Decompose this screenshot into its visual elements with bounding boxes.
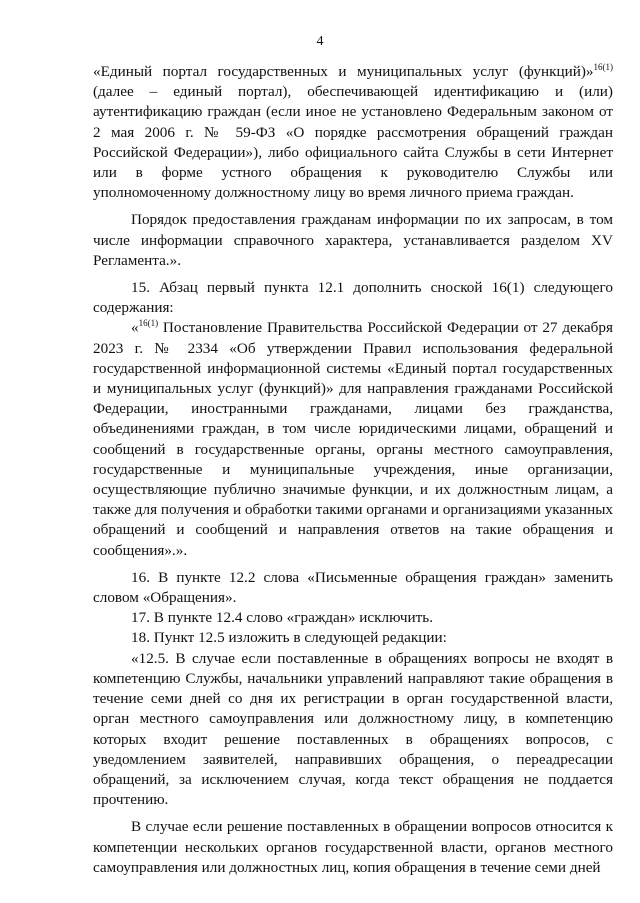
paragraph-portal-continuation [93, 62, 613, 203]
footnote-marker: 16(1) [138, 318, 159, 329]
paragraph-item-18: 18. Пункт 12.5 изложить в следующей редакции: [131, 629, 447, 647]
paragraph-text: « [131, 319, 139, 337]
paragraph-text: «Единый портал государственных и муниципальных услуг (функций)» [93, 63, 594, 80]
paragraph-item-17: 17. В пункте 12.4 слово «граждан» исключить. [131, 609, 434, 627]
paragraph-footnote-text [93, 318, 613, 560]
paragraph-info-procedure: Порядок предоставления гражданам информации по их запросам, в том числе информации справочного характера, устанавливается разделом XV Регламента.». [93, 211, 613, 269]
paragraph-text: (далее – единый портал), обеспечивающей идентификацию и (или) аутентификацию граждан (если иное не установлено Федеральным законом от 2 мая 2006 г. № 59-ФЗ «О порядке рассмотрения обращений граждан Российской Федерации»), либо официального сайта Службы в сети Интернет или в форме устного обращения к руководителю Службы или уполномоченному должностному лицу во время личного приема граждан. [93, 83, 613, 202]
paragraph-item-16: 16. В пункте 12.2 слова «Письменные обращения граждан» заменить словом «Обращения». [93, 568, 613, 607]
page-number: 4 [316, 34, 324, 49]
footnote-marker: 16(1) [593, 61, 613, 72]
paragraph-text: Постановление Правительства Российской Федерации от 27 декабря 2023 г. № 2334 «Об утверждении Правил использования федеральной государственной информационной системы «Единый портал государственных и муниципальных услуг (функций)» для направления гражданами Российской Федерации, иностранными гражданами, лицами без гражданства, объединениями граждан, в том числе юридическими лицами, обращений и сообщений в государственные органы, органы местного самоуправления, государственные и муниципальные учреждения, иные организации, осуществляющие публично значимые функции, и их должностным лицам, а также для получения и обработки такими органами и организациями указанных обращений и сообщений и направления ответов на такие обращения и сообщения».». [93, 319, 613, 559]
paragraph-item-12-5: «12.5. В случае если поставленные в обращениях вопросы не входят в компетенцию Службы, начальники управлений направляют такие обращения в течение семи дней со дня их регистрации в орган государственной власти, орган местного самоуправления или должностному лицу, в компетенцию которых входит решение поставленных в обращениях вопросов, с уведомлением заявителей, направивших обращения, о переадресации обращений, за исключением случая, когда текст обращения не поддается прочтению. [93, 649, 613, 809]
paragraph-item-15: 15. Абзац первый пункта 12.1 дополнить сноской 16(1) следующего содержания: [93, 279, 613, 317]
document-body [93, 62, 613, 878]
paragraph-multiple-competence: В случае если решение поставленных в обращении вопросов относится к компетенции нескольких органов государственной власти, органов местного самоуправления или должностных лиц, копия обращения в течение семи дней [93, 818, 613, 876]
